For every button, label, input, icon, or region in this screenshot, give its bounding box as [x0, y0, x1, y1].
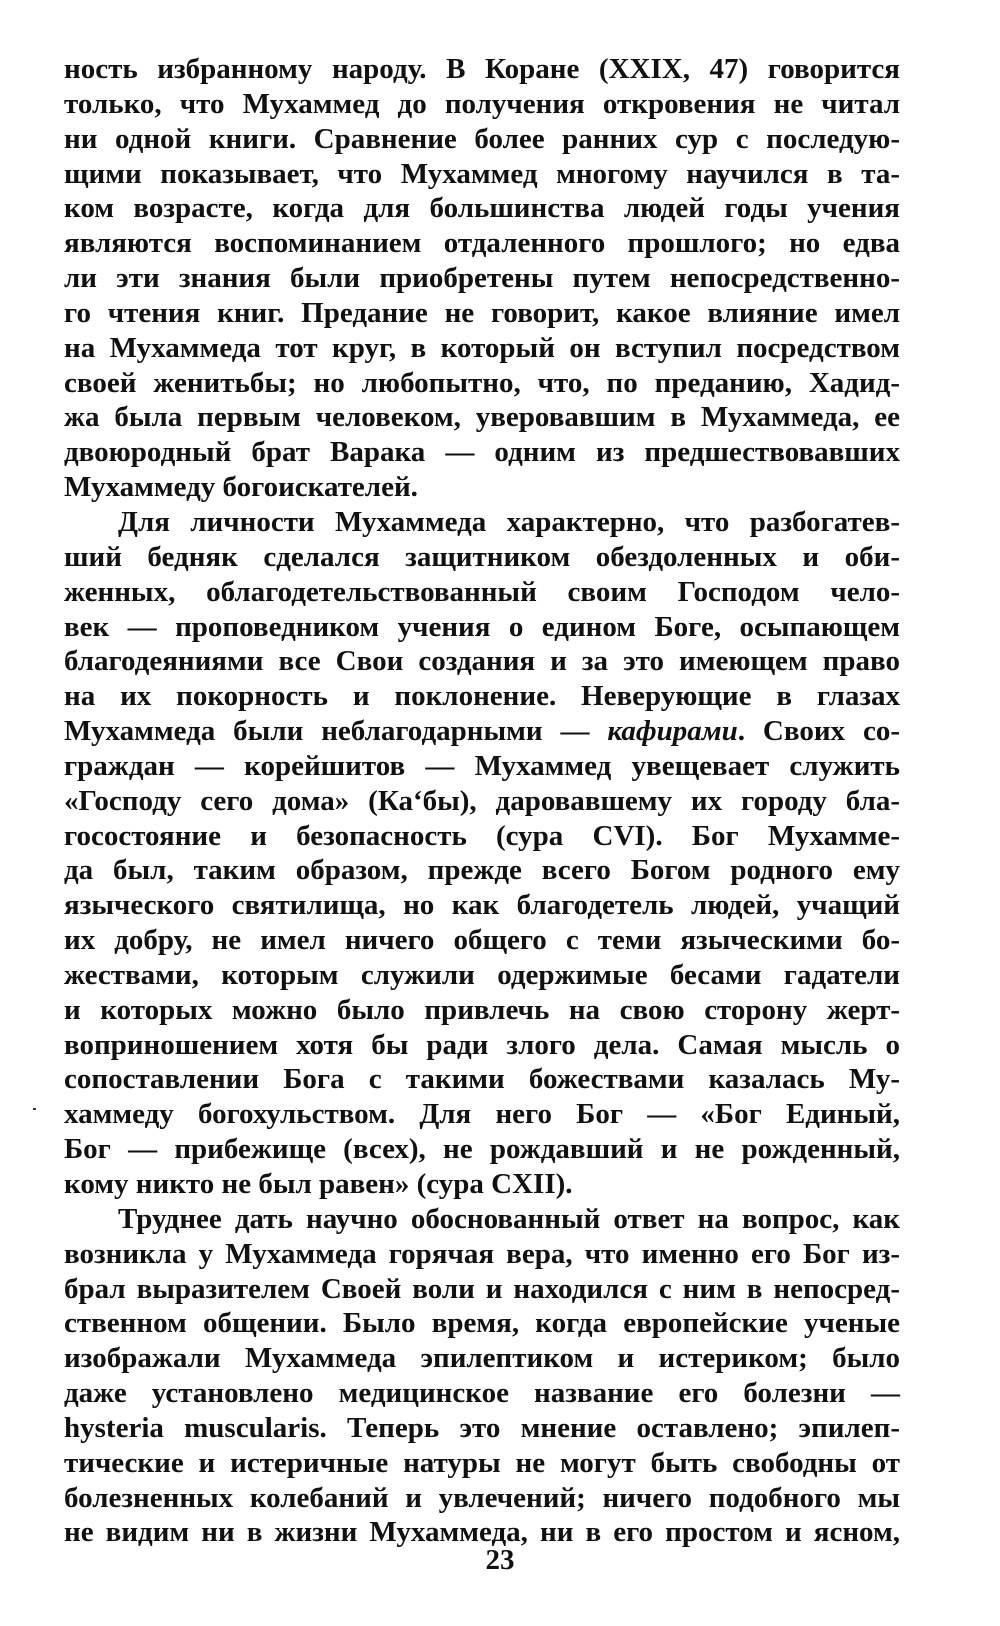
page-body	[64, 52, 900, 1550]
text-line: ком возрасте, когда для большинства людей годы учения	[64, 192, 900, 225]
text-line: жа была первым человеком, уверовавшим в Мухаммеда, ее	[64, 401, 900, 434]
text-line: на Мухаммеда тот круг, в который он вступил посредством	[64, 331, 900, 364]
text-line: брал выразителем Своей воли и находился с ним в непосред-	[64, 1272, 900, 1305]
text-line: своей женитьбы; но любопытно, что, по преданию, Хадид-	[64, 366, 900, 399]
text-line: граждан — корейшитов — Мухаммед увещевает служить	[64, 749, 900, 782]
text-line: Бог — прибежище (всех), не рождавший и не рожденный,	[64, 1133, 900, 1166]
text-line: Для личности Мухаммеда характерно, что разбогатев-	[118, 505, 900, 538]
text-line: «Господу сего дома» (Ка‘бы), даровавшему их городу бла-	[64, 784, 900, 817]
text-line: только, что Мухаммед до получения откровения не читал	[64, 87, 900, 120]
text-line: да был, таким образом, прежде всего Богом родного ему	[64, 854, 900, 887]
text-line: ность избранному народу. В Коране (XXIX, 47) говорится	[64, 53, 900, 85]
paragraph	[64, 52, 900, 505]
text-line: хаммеду богохульством. Для него Бог — «Бог Единый,	[64, 1098, 900, 1131]
text-line: даже установлено медицинское название его болезни —	[64, 1377, 900, 1410]
text-line: ли эти знания были приобретены путем непосредственно-	[64, 262, 900, 295]
text-line: двоюродный брат Варака — одним из предшествовавших	[64, 436, 900, 469]
text-line: госостояние и безопасность (сура CVI). Бог Мухамме-	[64, 819, 900, 852]
text-line: их добру, не имел ничего общего с теми языческими бо-	[64, 924, 900, 957]
text-line: возникла у Мухаммеда горячая вера, что именно его Бог из-	[64, 1237, 900, 1270]
text-line: ственном общении. Было время, когда европейские ученые	[64, 1307, 900, 1340]
text-line-with-italic: Мухаммеда были неблагодарными — кафирами. Своих со-	[64, 715, 900, 748]
text-line: ни одной книги. Сравнение более ранних сур с последую-	[64, 122, 900, 155]
text-line: hysteria muscularis. Теперь это мнение оставлено; эпилеп-	[64, 1411, 900, 1444]
text-line: щими показывает, что Мухаммед многому научился в та-	[64, 157, 900, 190]
paragraph	[64, 1202, 900, 1550]
text-line: являются воспоминанием отдаленного прошлого; но едва	[64, 227, 900, 260]
text-line: на их покорность и поклонение. Неверующие в глазах	[64, 680, 900, 713]
text-line: воприношением хотя бы ради злого дела. Самая мысль о	[64, 1028, 900, 1061]
text-line: и которых можно было привлечь на свою сторону жерт-	[64, 993, 900, 1026]
margin-mark	[33, 1108, 36, 1110]
text-line: ший бедняк сделался защитником обездоленных и оби-	[64, 540, 900, 573]
text-line: изображали Мухаммеда эпилептиком и истериком; было	[64, 1342, 900, 1375]
text-line: век — проповедником учения о едином Боге, осыпающем	[64, 610, 900, 643]
text-line: не видим ни в жизни Мухаммеда, ни в его простом и ясном,	[64, 1516, 900, 1549]
page-number: 23	[485, 1544, 515, 1576]
text-line: женных, облагодетельствованный своим Господом чело-	[64, 575, 900, 608]
text-line: благодеяниями все Свои создания и за это имеющем право	[64, 645, 900, 678]
text-line: жествами, которым служили одержимые бесами гадатели	[64, 958, 900, 991]
text-line: Мухаммеду богоискателей.	[64, 471, 418, 504]
text-line: го чтения книг. Предание не говорит, какое влияние имел	[64, 296, 900, 329]
text-line: болезненных колебаний и увлечений; ничего подобного мы	[64, 1481, 900, 1514]
text-line: тические и истеричные натуры не могут быть свободны от	[64, 1446, 900, 1479]
text-line: кому никто не был равен» (сура CXII).	[64, 1168, 573, 1200]
text-line: сопоставлении Бога с такими божествами казалась Му-	[64, 1063, 900, 1096]
text-line: Труднее дать научно обоснованный ответ на вопрос, как	[118, 1202, 900, 1235]
text-line: языческого святилища, но как благодетель людей, учащий	[64, 889, 900, 922]
paragraph	[64, 505, 900, 1202]
italic-term: кафирами	[607, 715, 738, 748]
